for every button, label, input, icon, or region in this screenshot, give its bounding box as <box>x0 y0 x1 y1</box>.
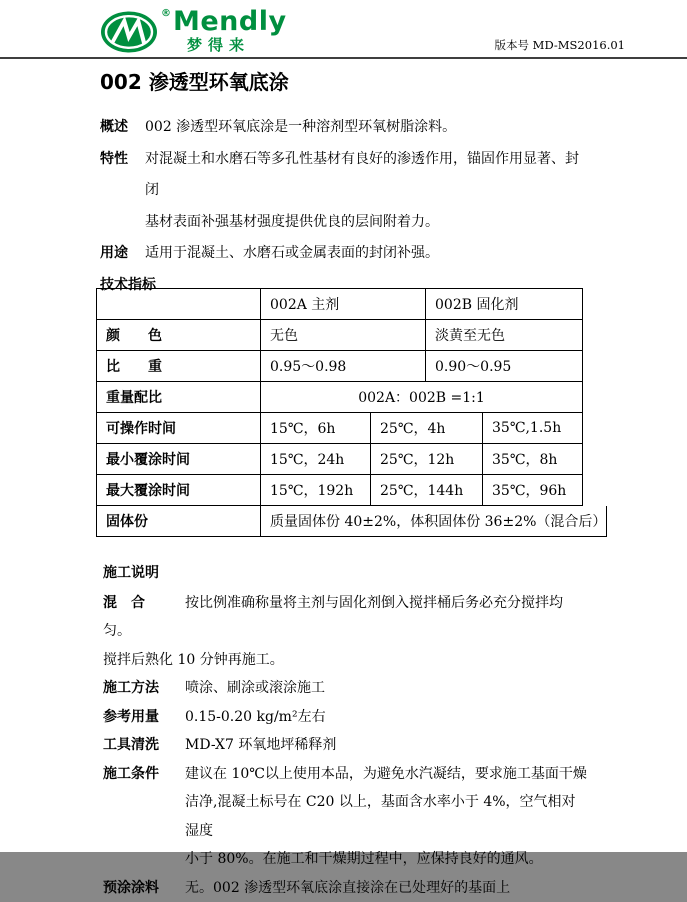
overview-label: 概述 <box>100 112 145 144</box>
construction-section <box>96 559 587 902</box>
table-cell: 15℃，24h <box>261 444 371 475</box>
table-cell: 35℃,1.5h <box>483 413 583 444</box>
cleaning-row <box>103 731 587 760</box>
intro-section <box>100 112 587 301</box>
header-divider <box>0 57 687 59</box>
mixing-line-1 <box>103 589 587 646</box>
table-cell: 15℃，192h <box>261 475 371 506</box>
cleaning-label: 工具清洗 <box>103 731 185 760</box>
table-row-mix-ratio <box>97 382 583 413</box>
conditions-line-3: 小于 80%。在施工和干燥期过程中，应保持良好的通风。 <box>185 845 587 874</box>
version-number: 版本号 MD-MS2016.01 <box>495 37 625 53</box>
precoat-row <box>103 874 587 902</box>
dosage-text: 0.15-0.20 kg/m²左右 <box>185 703 587 732</box>
table-row-pot-life <box>97 413 583 444</box>
brand-logo <box>100 8 287 54</box>
precoat-text: 无。002 渗透型环氧底涂直接涂在已处理好的基面上 <box>185 874 587 902</box>
dosage-label: 参考用量 <box>103 703 185 732</box>
table-cell-002b-header: 002B 固化剂 <box>426 289 583 320</box>
features-label: 特性 <box>100 144 145 239</box>
table-row-max-recoat <box>97 475 583 506</box>
table-cell: 重量配比 <box>97 382 261 413</box>
usage-row <box>100 238 587 270</box>
table-cell-002a-header: 002A 主剂 <box>261 289 426 320</box>
dosage-row <box>103 703 587 732</box>
table-cell: 25℃，4h <box>371 413 483 444</box>
brand-text <box>173 8 287 53</box>
table-cell: 淡黄至无色 <box>426 320 583 351</box>
conditions-text <box>185 760 587 874</box>
features-row <box>100 144 587 239</box>
table-row-min-recoat <box>97 444 583 475</box>
method-row <box>103 674 587 703</box>
table-cell <box>97 289 261 320</box>
usage-label: 用途 <box>100 238 145 270</box>
table-cell: 最大覆涂时间 <box>97 475 261 506</box>
registered-trademark-icon: ® <box>161 8 171 19</box>
table-cell: 可操作时间 <box>97 413 261 444</box>
table-cell: 固体份 <box>97 506 261 537</box>
features-line-2: 基材表面补强基材强度提供优良的层间附着力。 <box>145 214 439 230</box>
features-line-1: 对混凝土和水磨石等多孔性基材有良好的渗透作用，锚固作用显著、封闭 <box>145 151 579 199</box>
table-cell: 0.95～0.98 <box>261 351 426 382</box>
features-text <box>145 144 587 239</box>
table-cell: 最小覆涂时间 <box>97 444 261 475</box>
table-row-specific-gravity <box>97 351 583 382</box>
mendly-oval-m-icon <box>100 8 160 54</box>
usage-text: 适用于混凝土、水磨石或金属表面的封闭补强。 <box>145 238 587 270</box>
table-cell: 0.90～0.95 <box>426 351 583 382</box>
precoat-label: 预涂涂料 <box>103 874 185 902</box>
conditions-line-2: 洁净,混凝土标号在 C20 以上，基面含水率小于 4%，空气相对湿度 <box>185 788 587 845</box>
table-cell: 25℃，12h <box>371 444 483 475</box>
table-cell: 15℃，6h <box>261 413 371 444</box>
brand-name: Mendly <box>173 8 287 35</box>
brand-name-chinese: 梦得来 <box>187 38 287 53</box>
tech-spec-heading: 技术指标 <box>100 270 587 302</box>
table-cell: 质量固体份 40±2%，体积固体份 36±2%（混合后） <box>261 506 607 537</box>
construction-heading: 施工说明 <box>103 559 587 588</box>
overview-row <box>100 112 587 144</box>
cleaning-text: MD-X7 环氧地坪稀释剂 <box>185 731 587 760</box>
table-header-row <box>97 289 583 320</box>
table-cell: 35℃，8h <box>483 444 583 475</box>
method-text: 喷涂、刷涂或滚涂施工 <box>185 674 587 703</box>
conditions-row <box>103 760 587 874</box>
table-row-color <box>97 320 583 351</box>
conditions-line-1: 建议在 10℃以上使用本品，为避免水汽凝结，要求施工基面干燥 <box>185 760 587 789</box>
conditions-label: 施工条件 <box>103 760 185 789</box>
table-row-solids <box>97 506 583 537</box>
page-title: 002 渗透型环氧底涂 <box>100 66 289 95</box>
mixing-line-2: 搅拌后熟化 10 分钟再施工。 <box>103 646 587 675</box>
overview-text: 002 渗透型环氧底涂是一种溶剂型环氧树脂涂料。 <box>145 112 587 144</box>
mixing-label: 混 合 <box>103 589 185 618</box>
table-cell: 002A：002B =1:1 <box>261 382 583 413</box>
tech-spec-table <box>96 288 583 537</box>
table-cell: 25℃，144h <box>371 475 483 506</box>
mixing-text-1: 按比例准确称量将主剂与固化剂倒入搅拌桶后务必充分搅拌均匀。 <box>103 595 563 640</box>
method-label: 施工方法 <box>103 674 185 703</box>
table-cell: 比 重 <box>97 351 261 382</box>
table-cell: 35℃，96h <box>483 475 583 506</box>
table-cell: 颜 色 <box>97 320 261 351</box>
table-cell: 无色 <box>261 320 426 351</box>
